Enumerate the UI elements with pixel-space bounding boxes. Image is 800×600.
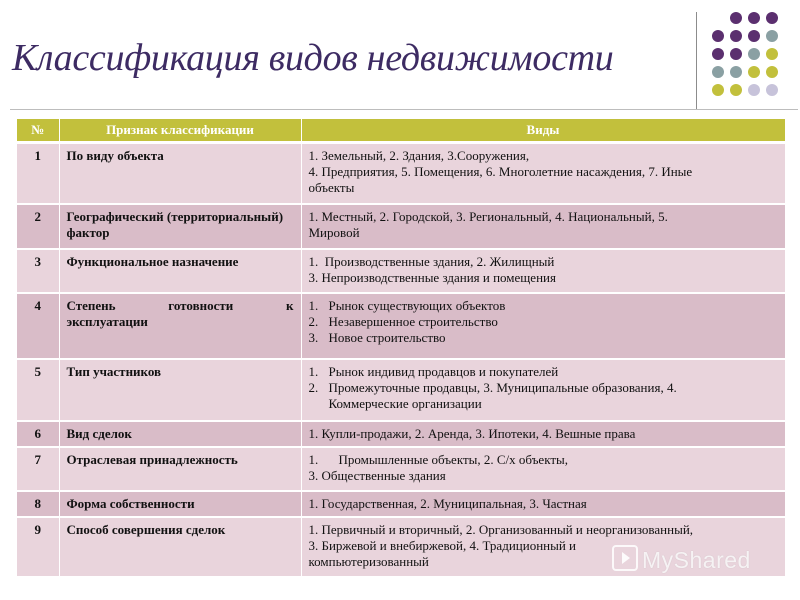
sign-word: к xyxy=(286,297,294,313)
list-item xyxy=(309,380,778,396)
decorative-dot xyxy=(730,84,742,96)
row-types xyxy=(301,204,785,249)
types-line: 1. Земельный, 2. Здания, 3.Сооружения, xyxy=(308,148,530,163)
header-sign: Признак классификации xyxy=(59,119,301,143)
decorative-dot xyxy=(730,48,742,60)
sign-word: Степень xyxy=(66,297,116,313)
table-row xyxy=(17,447,785,491)
list-text: Рынок существующих объектов xyxy=(328,297,506,313)
list-item xyxy=(309,314,778,330)
list-number: 2. xyxy=(308,313,319,329)
decorative-dot xyxy=(730,30,742,42)
decorative-dot xyxy=(766,66,778,78)
list-number: 1. xyxy=(308,451,319,467)
list-number: 3. xyxy=(308,329,319,345)
decorative-dot xyxy=(748,84,760,96)
list-item xyxy=(309,452,778,468)
decorative-dot xyxy=(748,66,760,78)
row-types xyxy=(301,249,785,293)
row-sign: Географический (территориальный) фактор xyxy=(59,204,301,249)
row-types xyxy=(301,447,785,491)
row-sign: Тип участников xyxy=(59,359,301,421)
table-row xyxy=(17,204,785,249)
table-row xyxy=(17,491,785,517)
table-header-row xyxy=(17,119,785,143)
list-number: 1. xyxy=(308,363,319,379)
list-text: Промежуточные продавцы, 3. Муниципальные образования, 4. xyxy=(328,379,677,395)
decorative-dot xyxy=(766,84,778,96)
decorative-dot xyxy=(712,66,724,78)
row-number: 9 xyxy=(17,517,59,577)
table-row xyxy=(17,249,785,293)
row-types xyxy=(301,421,785,447)
sign-line-justified xyxy=(67,298,294,314)
table-row xyxy=(17,143,785,204)
list-number: 1. xyxy=(308,297,319,313)
types-line: компьютеризованный xyxy=(308,553,429,569)
decorative-dot xyxy=(748,30,760,42)
types-line: 3. Биржевой и внебиржевой, 4. Традиционный и xyxy=(308,537,577,553)
decorative-dot xyxy=(730,12,742,24)
table-row xyxy=(17,421,785,447)
row-sign: Способ совершения сделок xyxy=(59,517,301,577)
list-number: 2. xyxy=(308,379,319,395)
types-line: 4. Предприятия, 5. Помещения, 6. Многолетние насаждения, 7. Иные xyxy=(308,164,693,179)
row-sign: Отраслевая принадлежность xyxy=(59,447,301,491)
watermark-text: MyShared xyxy=(642,547,751,573)
decorative-dot xyxy=(712,48,724,60)
row-sign: Функциональное назначение xyxy=(59,249,301,293)
decorative-dot xyxy=(730,66,742,78)
types-line: 3. Общественные здания xyxy=(308,467,446,483)
sign-word: готовности xyxy=(168,297,234,313)
row-sign: Вид сделок xyxy=(59,421,301,447)
types-line: 1. Государственная, 2. Муниципальная, 3. Частная xyxy=(308,495,587,511)
types-line: 1. Купли-продажи, 2. Аренда, 3. Ипотеки, 4. Вешные права xyxy=(308,425,636,441)
play-icon xyxy=(612,545,638,571)
sign-line: эксплуатации xyxy=(66,313,148,329)
decorative-dot xyxy=(766,48,778,60)
row-number: 1 xyxy=(17,143,59,204)
classification-table xyxy=(17,119,785,578)
decorative-dot xyxy=(712,84,724,96)
header-types: Виды xyxy=(301,119,785,143)
decorative-dot xyxy=(748,48,760,60)
types-line: 1. Местный, 2. Городской, 3. Региональный, 4. Национальный, 5. xyxy=(308,208,668,224)
list-item xyxy=(309,364,778,380)
page-title: Классификация видов недвижимости xyxy=(12,37,614,79)
list-item xyxy=(309,330,778,346)
list-text: Новое строительство xyxy=(328,329,446,345)
row-number: 7 xyxy=(17,447,59,491)
row-sign: По виду объекта xyxy=(59,143,301,204)
list-text: Коммерческие организации xyxy=(328,395,482,411)
list-item xyxy=(309,298,778,314)
types-line: 3. Непроизводственные здания и помещения xyxy=(308,269,556,285)
row-number: 3 xyxy=(17,249,59,293)
row-types xyxy=(301,143,785,204)
list-item xyxy=(309,396,778,412)
list-number xyxy=(309,396,329,412)
title-divider-horizontal xyxy=(10,109,798,110)
row-sign: Форма собственности xyxy=(59,491,301,517)
decorative-dot xyxy=(766,30,778,42)
header-number: № xyxy=(17,119,59,143)
list-text: Промышленные объекты, 2. С/х объекты, xyxy=(338,451,569,467)
title-divider-vertical xyxy=(696,12,697,110)
row-number: 8 xyxy=(17,491,59,517)
types-line: объекты xyxy=(308,180,355,195)
types-line: Мировой xyxy=(308,224,360,240)
list-text: Рынок индивид продавцов и покупателей xyxy=(328,363,559,379)
decorative-dot xyxy=(748,12,760,24)
row-types xyxy=(301,491,785,517)
row-number: 4 xyxy=(17,293,59,359)
decorative-dot-grid xyxy=(712,12,800,112)
types-line: 1. Первичный и вторичный, 2. Организованный и неорганизованный, xyxy=(308,521,694,537)
row-number: 6 xyxy=(17,421,59,447)
decorative-dot xyxy=(766,12,778,24)
table-row xyxy=(17,359,785,421)
watermark xyxy=(612,545,751,574)
row-types xyxy=(301,359,785,421)
list-text: Незавершенное строительство xyxy=(328,313,498,329)
row-types xyxy=(301,293,785,359)
row-number: 5 xyxy=(17,359,59,421)
row-number: 2 xyxy=(17,204,59,249)
decorative-dot xyxy=(712,30,724,42)
row-sign xyxy=(59,293,301,359)
types-line: 1. Производственные здания, 2. Жилищный xyxy=(308,253,555,269)
table-row xyxy=(17,293,785,359)
